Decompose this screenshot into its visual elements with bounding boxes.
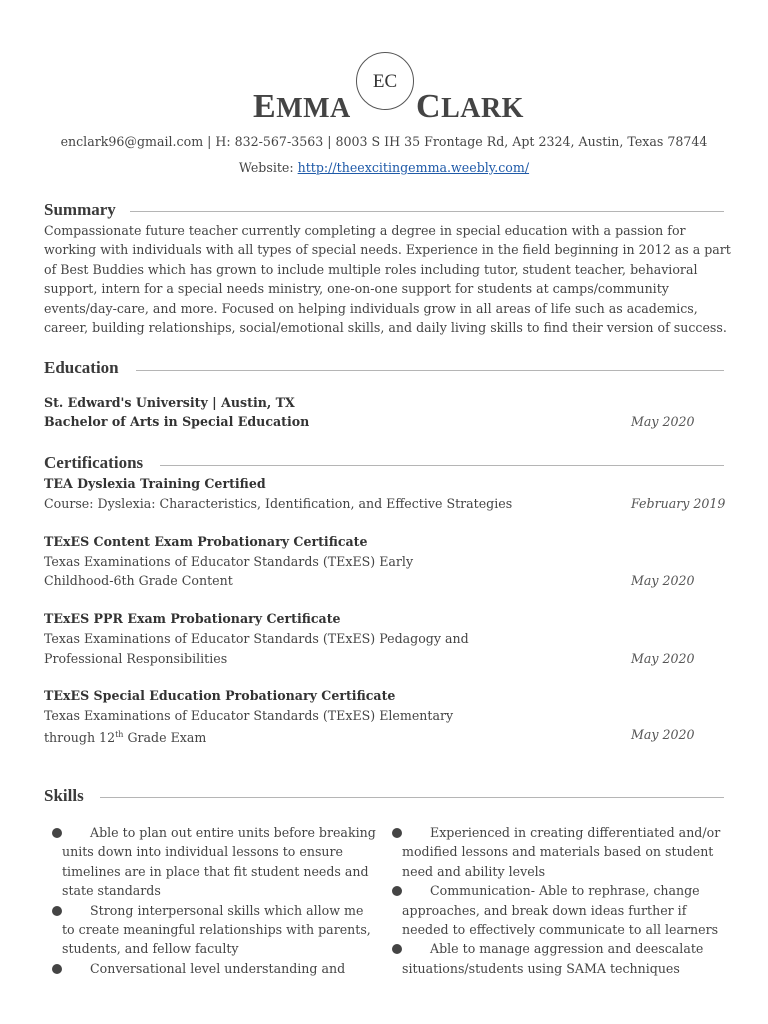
- education-heading: Education: [44, 358, 127, 378]
- cert-date: May 2020: [631, 651, 695, 666]
- skills-left-column: [62, 823, 380, 978]
- cert-date: May 2020: [631, 727, 695, 742]
- skill-item: Able to manage aggression and deescalate situations/students using SAMA techniques: [402, 939, 726, 978]
- bullet-icon: [52, 964, 62, 974]
- degree-line: Bachelor of Arts in Special Education: [44, 414, 310, 429]
- skills-right-column: [402, 823, 726, 978]
- cert-name: TEA Dyslexia Training Certified: [44, 476, 266, 491]
- bullet-icon: [392, 886, 402, 896]
- cert-description: Texas Examinations of Educator Standards (TExES) Elementary: [44, 708, 454, 723]
- summary-heading: Summary: [44, 200, 124, 220]
- certifications-heading: Certifications: [44, 453, 151, 473]
- monogram-text: EC: [372, 71, 398, 92]
- school-line: St. Edward's University | Austin, TX: [44, 395, 295, 410]
- skill-item: Conversational level understanding and: [62, 959, 380, 978]
- skills-rule: [100, 797, 724, 798]
- last-name: CLARK: [416, 88, 524, 125]
- cert-description: Texas Examinations of Educator Standards (TExES) Pedagogy and: [44, 631, 469, 646]
- skill-item: Experienced in creating differentiated and/or modified lessons and materials based on student need and ability levels: [402, 823, 726, 881]
- cert-date: May 2020: [631, 573, 695, 588]
- education-date: May 2020: [631, 414, 695, 429]
- bullet-icon: [52, 828, 62, 838]
- cert-name: TExES Content Exam Probationary Certificate: [44, 534, 368, 549]
- skill-item: Able to plan out entire units before breaking units down into individual lessons to ensure timelines are in place that fit student needs and state standards: [62, 823, 380, 901]
- cert-name: TExES Special Education Probationary Certificate: [44, 688, 396, 703]
- summary-rule: [130, 211, 724, 212]
- summary-text: Compassionate future teacher currently completing a degree in special education with a passion for working with individuals with all types of special needs. Experience in the field beginning in 2012 as a part of Best Buddies which has grown to include multiple roles including tutor, student teacher, behavioral support, intern for a special needs ministry, one-on-one support for students at camps/community events/day-care, and more. Focused on helping individuals grow in all areas of life such as academics, career, building relationships, social/emotional skills, and daily living skills to find their version of success.: [44, 223, 731, 336]
- cert-name: TExES PPR Exam Probationary Certificate: [44, 611, 341, 626]
- skills-heading: Skills: [44, 786, 92, 806]
- education-rule: [136, 370, 724, 371]
- first-name: EMMA: [253, 88, 351, 125]
- cert-description-cont: Childhood-6th Grade Content: [44, 573, 233, 588]
- website-label: Website:: [238, 160, 294, 175]
- certifications-rule: [160, 465, 724, 466]
- skill-item: Communication- Able to rephrase, change approaches, and break down ideas further if needed to effectively communicate to all learners: [402, 881, 726, 939]
- cert-description-cont: through 12th Grade Exam: [44, 730, 207, 746]
- contact-line: enclark96@gmail.com | H: 832-567-3563 | 8003 S IH 35 Frontage Rd, Apt 2324, Austin, Texas 78744: [60, 134, 708, 149]
- bullet-icon: [52, 906, 62, 916]
- cert-description: Texas Examinations of Educator Standards (TExES) Early: [44, 554, 414, 569]
- monogram-badge: [356, 52, 414, 110]
- website-link[interactable]: http://theexcitingemma.weebly.com/: [297, 160, 530, 175]
- website-line: [0, 160, 768, 175]
- bullet-icon: [392, 828, 402, 838]
- cert-description: Course: Dyslexia: Characteristics, Identification, and Effective Strategies: [44, 496, 513, 511]
- bullet-icon: [392, 944, 402, 954]
- cert-description-cont: Professional Responsibilities: [44, 651, 228, 666]
- cert-date: February 2019: [631, 496, 726, 511]
- skill-item: Strong interpersonal skills which allow me to create meaningful relationships with parents, students, and fellow faculty: [62, 901, 380, 959]
